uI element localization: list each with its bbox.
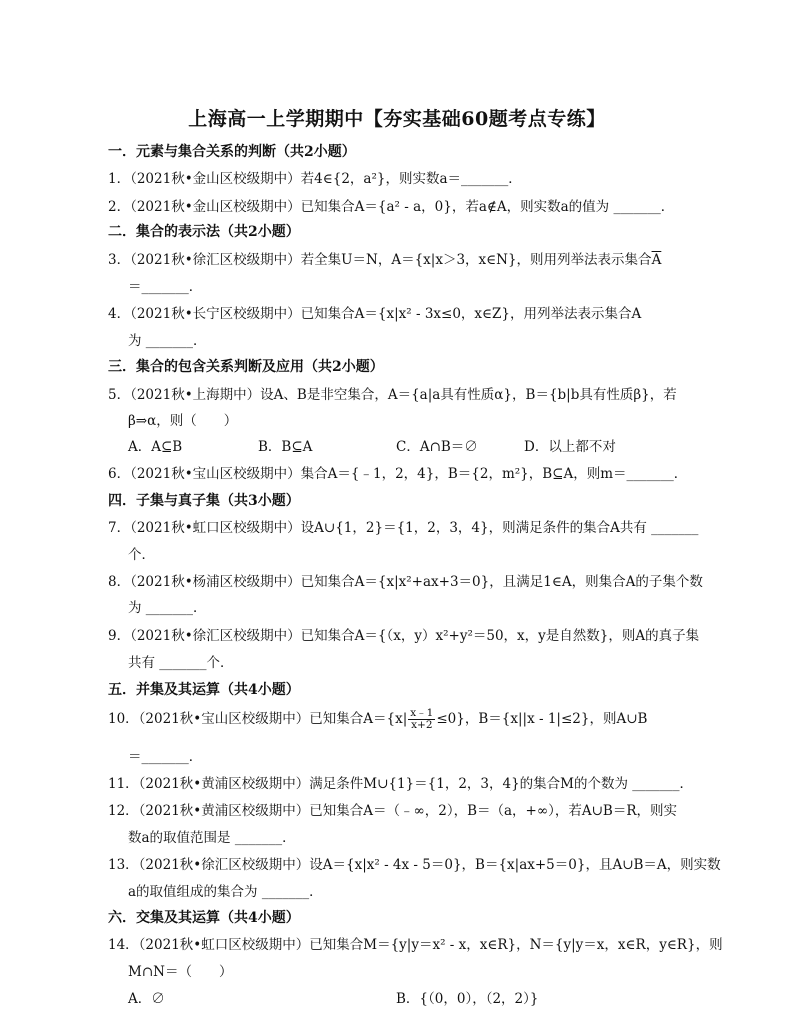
- question-7-cont: 个．: [128, 547, 155, 563]
- q5-option-d: D．以上都不对: [524, 439, 616, 455]
- question-3-text: 3．（2021秋•徐汇区校级期中）若全集U＝N，A＝{x|x＞3，x∈N}，则用列举法表示集合: [108, 252, 652, 268]
- question-14-options: [128, 990, 708, 1008]
- question-14: 14．（2021秋•虹口区校级期中）已知集合M＝{y|y＝x² - x，x∈R}，N＝{y|y＝x，x∈R，y∈R}，则: [108, 937, 723, 953]
- question-3: [108, 251, 688, 269]
- question-9-cont: 共有 _______个．: [128, 655, 234, 671]
- fraction: [408, 708, 435, 731]
- question-12-cont: 数a的取值范围是 _______．: [128, 830, 296, 846]
- section-heading-6: 六．交集及其运算（共4小题）: [108, 910, 300, 926]
- q14-option-a: A．∅: [128, 991, 165, 1007]
- question-6: 6．（2021秋•宝山区校级期中）集合A＝{﹣1，2，4}，B＝{2，m²}，B⊆A，则m＝_______．: [108, 466, 688, 482]
- question-7: 7．（2021秋•虹口区校级期中）设A∪{1，2}＝{1，2，3，4}，则满足条件的集合A共有 _______: [108, 520, 699, 536]
- question-5-options: [128, 438, 708, 456]
- fraction-numerator: x﹣1: [410, 707, 434, 719]
- section-heading-5: 五．并集及其运算（共4小题）: [108, 682, 300, 698]
- q5-option-b: B．B⊆A: [258, 439, 313, 455]
- q5-option-c: C．A∩B＝∅: [396, 439, 478, 455]
- question-4-cont: 为 _______．: [128, 333, 207, 349]
- question-10-text: 10．（2021秋•宝山区校级期中）已知集合A＝{x|: [108, 711, 408, 727]
- fraction-denominator: x+2: [411, 719, 433, 731]
- section-heading-3: 三．集合的包含关系判断及应用（共2小题）: [108, 359, 384, 375]
- q5-option-a: A．A⊆B: [128, 439, 183, 455]
- question-3-cont: ＝_______．: [128, 279, 203, 295]
- question-12: 12．（2021秋•黄浦区校级期中）已知集合A＝（﹣∞，2），B＝（a，+∞），若A∪B＝R，则实: [108, 803, 678, 819]
- complement-a: $\overline{A}$: [651, 252, 662, 268]
- section-heading-1: 一．元素与集合关系的判断（共2小题）: [108, 144, 356, 160]
- question-5: 5．（2021秋•上海期中）设A、B是非空集合，A＝{a|a具有性质α}，B＝{b|b具有性质β}，若: [108, 387, 677, 403]
- question-11: 11．（2021秋•黄浦区校级期中）满足条件M∪{1}＝{1，2，3，4}的集合M的个数为 _______．: [108, 776, 694, 792]
- question-2: 2．（2021秋•金山区校级期中）已知集合A＝{a² - a，0}，若a∉A，则实数a的值为 _______．: [108, 199, 675, 215]
- question-13-cont: a的取值组成的集合为 _______．: [128, 884, 323, 900]
- question-9: 9．（2021秋•徐汇区校级期中）已知集合A＝{（x，y）x²+y²＝50，x，y是自然数}，则A的真子集: [108, 628, 700, 644]
- section-heading-2: 二．集合的表示法（共2小题）: [108, 224, 300, 240]
- question-14-cont: M∩N＝（ ）: [128, 964, 233, 980]
- question-8-cont: 为 _______．: [128, 600, 207, 616]
- question-5-cont: β⇒α，则（ ）: [128, 413, 238, 429]
- question-10: [108, 708, 688, 731]
- question-10-cont: ＝_______．: [128, 749, 203, 765]
- section-heading-4: 四．子集与真子集（共3小题）: [108, 493, 300, 509]
- question-1: 1．（2021秋•金山区校级期中）若4∈{2，a²}，则实数a＝_______．: [108, 171, 522, 187]
- question-13: 13．（2021秋•徐汇区校级期中）设A＝{x|x² - 4x - 5＝0}，B＝{x|ax+5＝0}，且A∪B＝A，则实数: [108, 857, 721, 873]
- q14-option-b: B．{（0，0），（2，2）}: [396, 991, 539, 1007]
- question-8: 8．（2021秋•杨浦区校级期中）已知集合A＝{x|x²+ax+3＝0}，且满足1∈A，则集合A的子集个数: [108, 574, 703, 590]
- page-title: 上海高一上学期期中【夯实基础60题考点专练】: [188, 108, 606, 130]
- question-4: 4．（2021秋•长宁区校级期中）已知集合A＝{x|x² - 3x≤0，x∈Z}，用列举法表示集合A: [108, 306, 642, 322]
- question-10-tail: ≤0}，B＝{x||x - 1|≤2}，则A∪B: [436, 711, 648, 727]
